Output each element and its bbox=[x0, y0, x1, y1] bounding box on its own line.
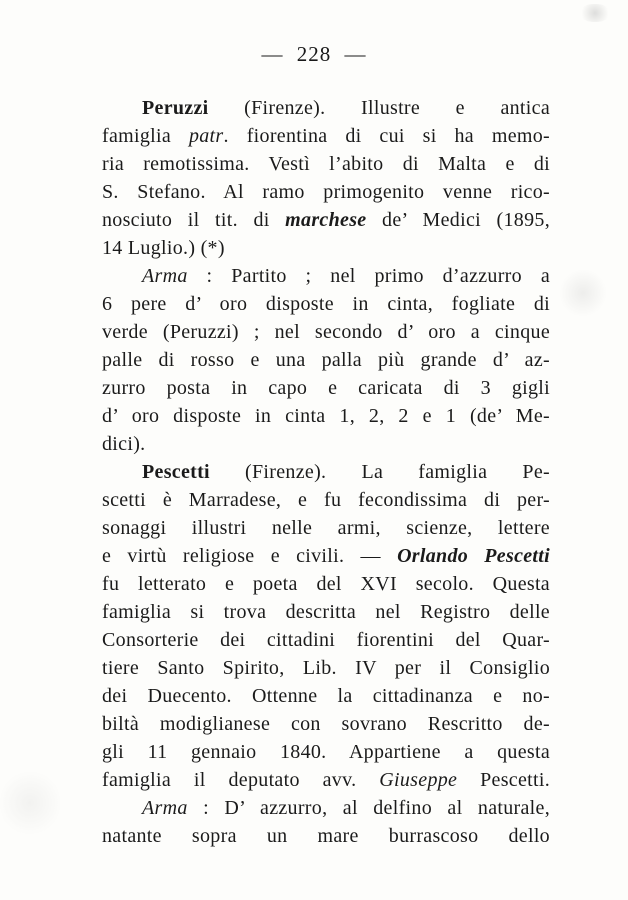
scan-artifact bbox=[0, 768, 60, 838]
text-run: (Firenze). La famiglia Pe- bbox=[209, 461, 550, 483]
text-run: Peruzzi bbox=[142, 97, 209, 119]
text-run: : D’ azzurro, al delfino al naturale, bbox=[187, 797, 550, 819]
text-line bbox=[102, 290, 550, 318]
text-line bbox=[102, 150, 550, 178]
text-line bbox=[102, 122, 550, 150]
text-run: famiglia il deputato avv. bbox=[102, 769, 380, 791]
text-run: gli 11 gennaio 1840. Appartiene a questa bbox=[102, 741, 550, 763]
text-run: d’ oro disposte in cinta 1, 2, 2 e 1 (de’ Me- bbox=[102, 405, 550, 427]
text-run: . fiorentina di cui si ha memo- bbox=[223, 125, 550, 147]
text-run: 6 pere d’ oro disposte in cinta, fogliate di bbox=[102, 293, 550, 315]
scan-artifact bbox=[578, 4, 612, 22]
text-line bbox=[102, 514, 550, 542]
text-run: nosciuto il tit. di bbox=[102, 209, 286, 231]
text-run: ria remotissima. Vestì l’abito di Malta e di bbox=[102, 153, 550, 175]
text-run: natante sopra un mare burrascoso dello bbox=[102, 825, 550, 847]
text-run: marchese bbox=[285, 209, 367, 231]
text-line bbox=[102, 794, 550, 822]
text-run: zurro posta in capo e caricata di 3 gigli bbox=[102, 377, 550, 399]
text-line bbox=[102, 486, 550, 514]
paragraph-peruzzi-entry bbox=[102, 94, 550, 262]
text-line bbox=[102, 710, 550, 738]
text-run: dei Duecento. Ottenne la cittadinanza e no- bbox=[102, 685, 550, 707]
text-run: Pescetti. bbox=[457, 769, 550, 791]
paragraph-pescetti-entry bbox=[102, 458, 550, 794]
text-run: sonaggi illustri nelle armi, scienze, lettere bbox=[102, 517, 550, 539]
scan-artifact bbox=[560, 268, 606, 318]
text-run: fu letterato e poeta del XVI secolo. Questa bbox=[102, 573, 550, 595]
text-run: verde (Peruzzi) ; nel secondo d’ oro a cinque bbox=[102, 321, 550, 343]
text-line bbox=[102, 430, 550, 458]
text-run: Arma bbox=[142, 797, 188, 819]
text-run: Arma bbox=[142, 265, 188, 287]
text-run: palle di rosso e una palla più grande d’ az- bbox=[102, 349, 550, 371]
text-run: (Firenze). Illustre e antica bbox=[208, 97, 550, 119]
text-run: famiglia bbox=[102, 125, 189, 147]
paragraph-peruzzi-arma bbox=[102, 262, 550, 458]
text-line bbox=[102, 542, 550, 570]
text-run: patr bbox=[188, 125, 224, 147]
text-run: Pescetti bbox=[142, 461, 210, 483]
text-line bbox=[102, 374, 550, 402]
text-line bbox=[102, 766, 550, 794]
text-line bbox=[102, 318, 550, 346]
text-run: 14 Luglio.) (*) bbox=[102, 237, 225, 259]
text-run: famiglia si trova descritta nel Registro delle bbox=[102, 601, 550, 623]
text-line bbox=[102, 570, 550, 598]
text-line bbox=[102, 738, 550, 766]
text-run: Orlando Pescetti bbox=[397, 545, 550, 567]
text-line bbox=[102, 654, 550, 682]
text-line bbox=[102, 94, 550, 122]
text-run: e virtù religiose e civili. — bbox=[102, 545, 398, 567]
text-run: S. Stefano. Al ramo primogenito venne rico- bbox=[102, 181, 550, 203]
text-run: tiere Santo Spirito, Lib. IV per il Consiglio bbox=[102, 657, 550, 679]
text-run: scetti è Marradese, e fu fecondissima di per- bbox=[102, 489, 550, 511]
text-line bbox=[102, 234, 550, 262]
text-run: Consorterie dei cittadini fiorentini del Quar- bbox=[102, 629, 550, 651]
text-line bbox=[102, 458, 550, 486]
text-line bbox=[102, 262, 550, 290]
paragraph-pescetti-arma bbox=[102, 794, 550, 850]
text-line bbox=[102, 206, 550, 234]
text-line bbox=[102, 822, 550, 850]
text-line bbox=[102, 178, 550, 206]
text-line bbox=[102, 402, 550, 430]
text-run: biltà modiglianese con sovrano Rescritto de- bbox=[102, 713, 550, 735]
text-run: dici). bbox=[102, 433, 146, 455]
body-text bbox=[102, 94, 550, 850]
text-run: de’ Medici (1895, bbox=[366, 209, 550, 231]
page-number-header: — 228 — bbox=[261, 42, 367, 66]
text-line bbox=[102, 598, 550, 626]
text-run: Giuseppe bbox=[379, 769, 458, 791]
text-run: : Partito ; nel primo d’azzurro a bbox=[187, 265, 550, 287]
text-line bbox=[102, 682, 550, 710]
text-line bbox=[102, 346, 550, 374]
text-line bbox=[102, 626, 550, 654]
